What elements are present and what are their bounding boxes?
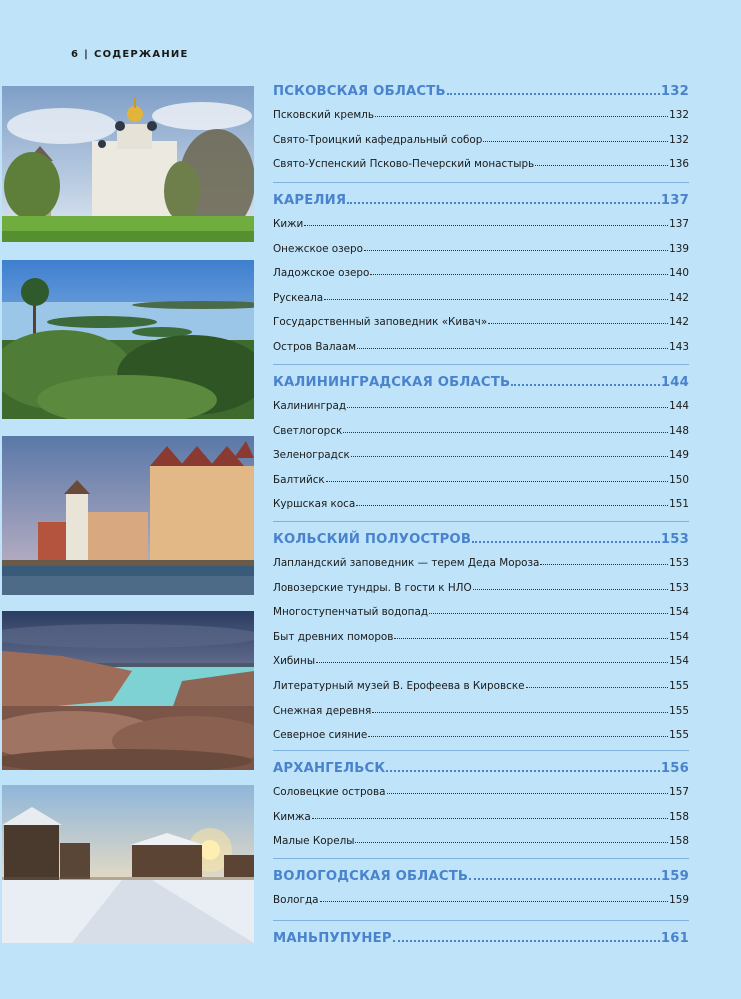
toc-entry-page: 153 (669, 557, 689, 569)
section-divider (273, 920, 689, 921)
toc-section[interactable] (273, 193, 689, 208)
toc-entry-title: Свято-Троицкий кафедральный собор (273, 133, 483, 146)
toc-entry-title: Литературный музей В. Ерофеева в Кировске (273, 680, 525, 692)
photo-kola-peninsula (2, 611, 254, 770)
toc-entry-title: Государственный заповедник «Кивач» (273, 316, 488, 329)
toc-leader-dots (320, 901, 669, 902)
toc-section[interactable] (273, 931, 689, 946)
toc-entry-title: Свято-Успенский Псково-Печерский монастырь (273, 158, 535, 171)
toc-entry-page: 132 (669, 133, 689, 146)
page-title: СОДЕРЖАНИЕ (94, 49, 189, 60)
toc-entry-title: Балтийск (273, 473, 325, 486)
toc-entry[interactable] (273, 134, 689, 146)
toc-entry-page: 142 (669, 316, 689, 329)
toc-leader-dots (372, 712, 668, 713)
toc-entry-page: 155 (669, 729, 689, 742)
toc-section-page: 132 (660, 84, 689, 99)
toc-section-title: КАРЕЛИЯ (273, 193, 347, 208)
toc-leader-dots (312, 818, 668, 819)
toc-entry[interactable] (273, 655, 689, 667)
toc-entry-title: Вологда (273, 894, 319, 906)
toc-section-title: МАНЬПУПУНЕР (273, 931, 392, 946)
toc-entry-title: Кижи (273, 218, 304, 230)
toc-entry-title: Многоступенчатый водопад (273, 606, 429, 619)
toc-section-title: ВОЛОГОДСКАЯ ОБЛАСТЬ (273, 869, 469, 884)
toc-entry[interactable] (273, 786, 689, 798)
toc-entry-page: 155 (669, 704, 689, 717)
toc-section-page: 159 (660, 869, 689, 884)
toc-leader-dots (304, 225, 668, 226)
toc-leader-dots (368, 736, 668, 737)
toc-section-page: 156 (660, 761, 689, 776)
section-divider (273, 364, 689, 365)
toc-entry[interactable] (273, 267, 689, 279)
toc-section-page: 137 (660, 193, 689, 208)
toc-entry[interactable] (273, 474, 689, 486)
toc-entry-title: Светлогорск (273, 424, 343, 437)
toc-entry-title: Рускеала (273, 291, 324, 304)
toc-entry-title: Калининград (273, 400, 347, 412)
toc-entry-page: 154 (669, 606, 689, 619)
photo-pskov-kremlin (2, 86, 254, 242)
toc-entry-page: 154 (669, 630, 689, 643)
toc-entry-title: Северное сияние (273, 729, 368, 742)
toc-entry-page: 137 (669, 218, 689, 230)
toc-entry-page: 157 (669, 786, 689, 798)
toc-entry-title: Ловозерские тундры. В гости к НЛО (273, 581, 472, 594)
toc-section[interactable] (273, 761, 689, 776)
section-divider (273, 521, 689, 522)
toc-section-title: КАЛИНИНГРАДСКАЯ ОБЛАСТЬ (273, 375, 511, 390)
toc-entry-title: Онежское озеро (273, 242, 363, 255)
toc-leader-dots (511, 384, 660, 386)
toc-leader-dots (316, 662, 668, 663)
toc-entry-page: 153 (669, 581, 689, 594)
toc-section-page: 144 (660, 375, 689, 390)
toc-entry-page: 155 (669, 680, 689, 692)
toc-entry-page: 158 (669, 835, 689, 848)
toc-entry-title: Псковский кремль (273, 109, 374, 121)
toc-entry[interactable] (273, 498, 689, 510)
toc-entry[interactable] (273, 557, 689, 569)
header-separator: | (84, 49, 90, 60)
toc-leader-dots (351, 456, 668, 457)
toc-entry-title: Ладожское озеро (273, 267, 370, 280)
photo-kaliningrad (2, 436, 254, 595)
toc-leader-dots (535, 165, 668, 166)
toc-leader-dots (326, 481, 668, 482)
toc-entry[interactable] (273, 705, 689, 717)
photo-arkhangelsk-winter (2, 785, 254, 943)
toc-entry[interactable] (273, 811, 689, 823)
toc-leader-dots (343, 432, 668, 433)
toc-leader-dots (386, 770, 660, 772)
toc-leader-dots (357, 348, 668, 349)
toc-entry-page: 159 (669, 894, 689, 906)
toc-leader-dots (347, 407, 668, 408)
toc-leader-dots (483, 141, 668, 142)
toc-entry-page: 158 (669, 810, 689, 823)
section-divider (273, 858, 689, 859)
toc-section-page: 161 (660, 931, 689, 946)
toc-entry[interactable] (273, 835, 689, 847)
toc-section[interactable] (273, 84, 689, 99)
toc-section-title: АРХАНГЕЛЬСК (273, 761, 386, 776)
toc-leader-dots (447, 93, 660, 95)
toc-entry[interactable] (273, 218, 689, 230)
toc-entry[interactable] (273, 400, 689, 412)
page-header (71, 49, 189, 60)
toc-section[interactable] (273, 375, 689, 390)
toc-entry-title: Куршская коса (273, 498, 356, 511)
toc-entry[interactable] (273, 449, 689, 461)
toc-leader-dots (324, 299, 668, 300)
toc-entry[interactable] (273, 316, 689, 328)
toc-leader-dots (375, 116, 668, 117)
page-number: 6 (71, 49, 80, 60)
toc-entry-title: Зеленоградск (273, 449, 350, 462)
toc-entry[interactable] (273, 680, 689, 692)
toc-entry[interactable] (273, 582, 689, 594)
toc-section-page: 153 (660, 532, 689, 547)
toc-entry-page: 132 (669, 109, 689, 121)
toc-leader-dots (469, 878, 660, 880)
toc-entry-title: Снежная деревня (273, 704, 372, 717)
toc-entry-page: 139 (669, 242, 689, 255)
toc-leader-dots (472, 541, 660, 543)
toc-entry-title: Малые Корелы (273, 835, 355, 848)
toc-leader-dots (393, 940, 660, 942)
toc-section[interactable] (273, 532, 689, 547)
toc-entry-title: Лапландский заповедник — терем Деда Мороза (273, 557, 540, 569)
toc-leader-dots (370, 274, 668, 275)
toc-entry[interactable] (273, 243, 689, 255)
toc-entry-title: Хибины (273, 655, 316, 668)
toc-entry[interactable] (273, 109, 689, 121)
toc-leader-dots (526, 687, 669, 688)
toc-entry[interactable] (273, 341, 689, 353)
toc-leader-dots (347, 202, 660, 204)
toc-leader-dots (488, 323, 668, 324)
toc-entry-page: 149 (669, 449, 689, 462)
toc-leader-dots (394, 638, 668, 639)
toc-entry-page: 136 (669, 158, 689, 171)
toc-entry[interactable] (273, 606, 689, 618)
toc-entry[interactable] (273, 425, 689, 437)
toc-entry-title: Соловецкие острова (273, 786, 386, 798)
toc-entry-page: 154 (669, 655, 689, 668)
toc-entry-title: Остров Валаам (273, 341, 357, 353)
toc-entry[interactable] (273, 894, 689, 906)
toc-leader-dots (356, 505, 668, 506)
toc-entry[interactable] (273, 631, 689, 643)
toc-entry[interactable] (273, 729, 689, 741)
toc-entry-page: 150 (669, 473, 689, 486)
toc-entry-page: 148 (669, 424, 689, 437)
toc-entry-page: 142 (669, 291, 689, 304)
toc-entry-title: Кимжа (273, 810, 311, 823)
toc-leader-dots (387, 793, 669, 794)
toc-entry[interactable] (273, 158, 689, 170)
toc-leader-dots (473, 589, 669, 590)
toc-section[interactable] (273, 869, 689, 884)
section-divider (273, 182, 689, 183)
toc-leader-dots (429, 613, 668, 614)
toc-leader-dots (364, 250, 668, 251)
section-divider (273, 750, 689, 751)
toc-entry-title: Быт древних поморов (273, 630, 394, 643)
toc-entry-page: 140 (669, 267, 689, 280)
toc-section-title: КОЛЬСКИЙ ПОЛУОСТРОВ (273, 532, 472, 547)
toc-entry-page: 143 (669, 341, 689, 353)
toc-leader-dots (540, 564, 668, 565)
toc-leader-dots (355, 842, 668, 843)
toc-entry[interactable] (273, 292, 689, 304)
toc-entry-page: 151 (669, 498, 689, 511)
toc-entry-page: 144 (669, 400, 689, 412)
toc-section-title: ПСКОВСКАЯ ОБЛАСТЬ (273, 84, 446, 99)
photo-karelia-lake (2, 260, 254, 419)
